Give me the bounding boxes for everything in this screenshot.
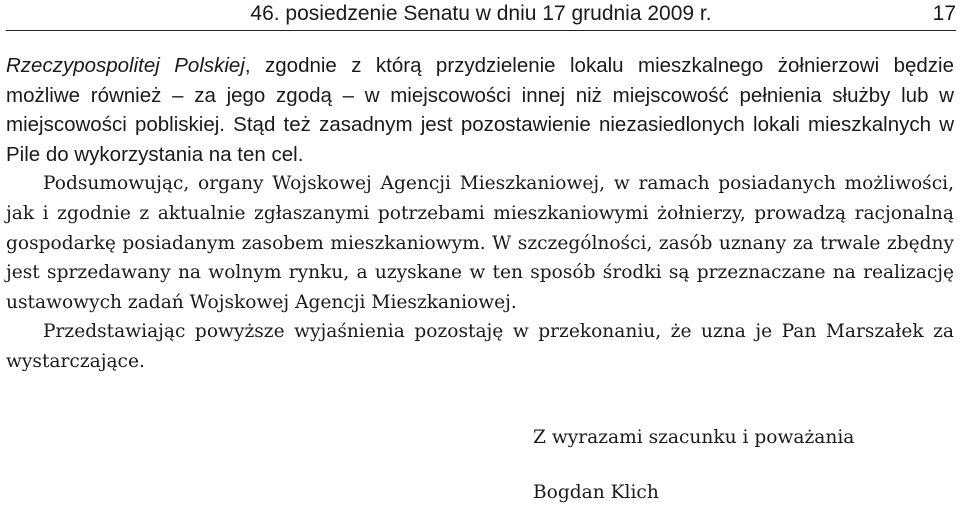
closing-line: Z wyrazami szacunku i poważania [533, 427, 855, 448]
page-number: 17 [932, 2, 956, 25]
page-header [6, 0, 956, 31]
paragraph-3: Przedstawiając powyższe wyjaśnienia pozostaję w przekonaniu, że uzna je Pan Marszałek za wystarczające. [6, 321, 954, 372]
paragraph-1-italic: Rzeczypospolitej Polskiej [6, 54, 245, 77]
paragraph-2: Podsumowując, organy Wojskowej Agencji Mieszkaniowej, w ramach posiadanych możliwości, jak i zgodnie z aktualnie zgłaszanymi potrzebami mieszkaniowymi żołnierzy, prowadzą racjonalną gospodarkę posiadanym zasobem mieszkaniowym. W szczególności, zasób uznany za trwale zbędny jest sprzedawany na wolnym rynku, a uzyskane w ten sposób środki są przeznaczane na realizację ustawowych zadań Wojskowej Agencji Mieszkaniowej. [6, 173, 954, 313]
letter-body [6, 51, 954, 377]
page-header-title: 46. posiedzenie Senatu w dniu 17 grudnia 2009 r. [250, 2, 712, 25]
paragraph-1-text: , zgodnie z którą przydzielenie lokalu mieszkalnego żołnierzowi będzie możliwe również – za jego zgodą – w miejscowości innej niż miejscowość pełnienia służby lub w miejscowości pobliskiej. Stąd też zasadnym jest pozostawienie niezasiedlonych lokali mieszkalnych w Pile do wykorzystania na ten cel. [6, 54, 954, 166]
signer-name: Bogdan Klich [533, 482, 659, 503]
paragraph-1 [6, 51, 954, 169]
